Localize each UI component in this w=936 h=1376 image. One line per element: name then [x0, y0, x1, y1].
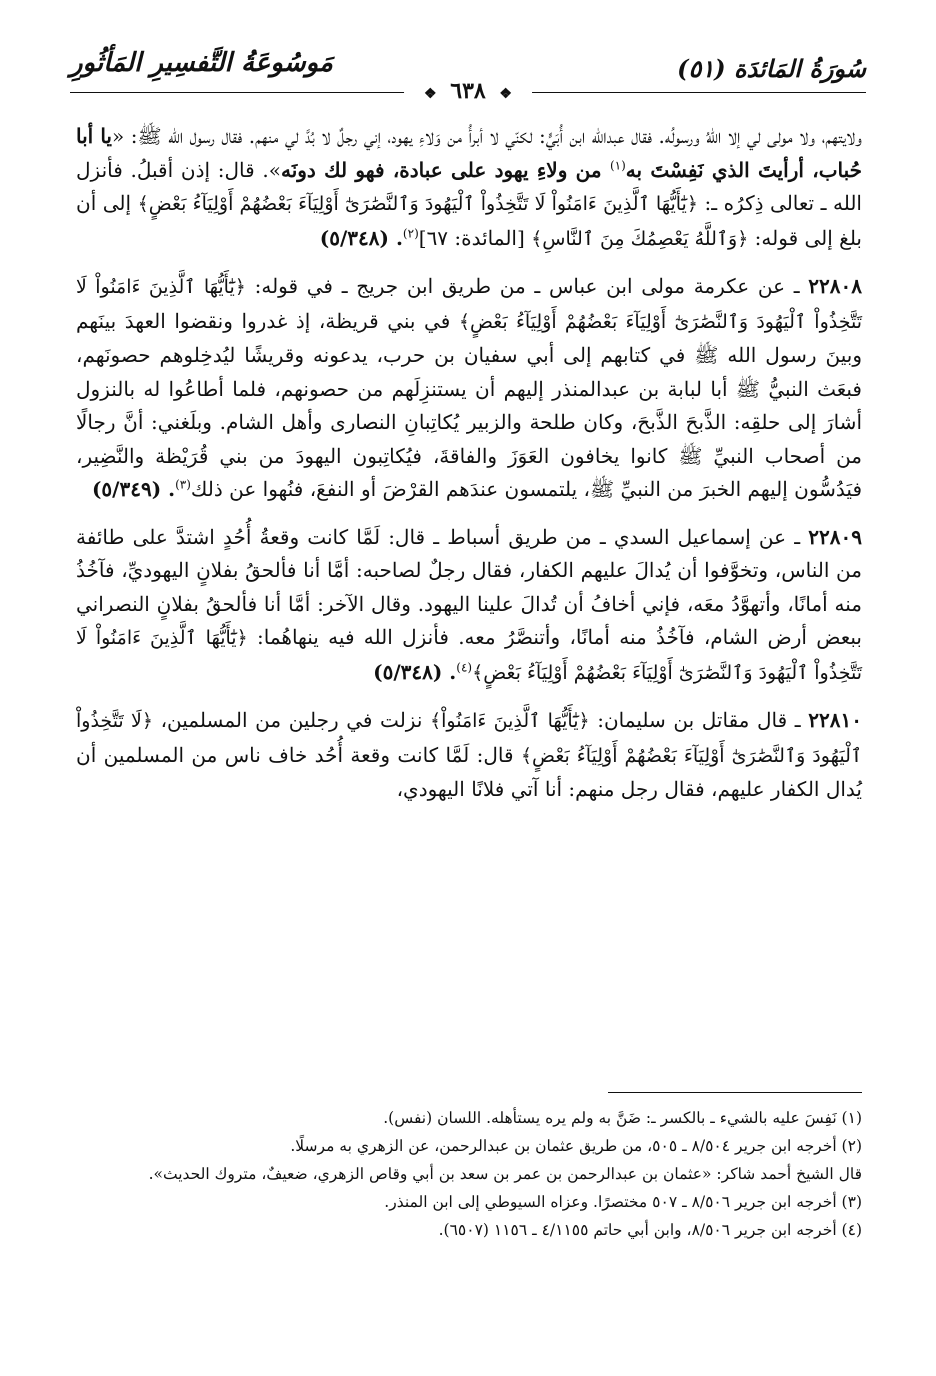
- footnote: (٢) أخرجه ابن جرير ٨/٥٠٤ ـ ٥٠٥، من طريق عثمان بن عبدالرحمن، عن الزهري به مرسلًا.: [290, 1137, 862, 1155]
- text-run: إلى أن بلغ إلى قوله:: [76, 191, 862, 250]
- volume-reference: . (٥/٣٤٨): [373, 659, 457, 684]
- paragraph-gap: [76, 256, 862, 270]
- quran-verse: ﴿لَا تَتَّخِذُواْ ٱلْيَهُودَ وَٱلنَّصَٰرَىٰٓ أَوْلِيَآءَ بَعْضُهُمْ أَوْلِيَآءُ بَعْضٍ﴾: [76, 710, 862, 767]
- text-run: نزلت في رجلين من المسلمين،: [152, 708, 430, 732]
- paragraph-continuation: [76, 120, 862, 256]
- main-text: [76, 120, 862, 807]
- text-run: ـ عن إسماعيل السدي ـ من طريق أسباط ـ قال: لَمَّا كانت وقعةُ أُحُدٍ اشتدَّ على طائفة من الناس، وتخوَّفوا أن يُدالَ عليهم الكفار، فقال رجلٌ لصاحبه: أمَّا أنا فألحقُ بفلانٍ اليهوديِّ، فآخُذُ منه أمانًا، وأتهوَّدُ معَه، فإني أخافُ أن تُدالَ علينا اليهود. وقال الآخر: أمَّا أنا فألحقُ بفلانٍ النصراني ببعض أرض الشام، فآخُذُ منه أمانًا، وأتنصَّرُ معه. فأنزل الله فيه ينهاهُما:: [76, 524, 862, 649]
- narration-number: ٢٢٨١٠: [808, 708, 862, 732]
- ornament-icon: ❖: [424, 86, 437, 102]
- text-run: فأنزل الله ـ تعالى ذِكرُه ـ:: [76, 157, 862, 215]
- page-number-block: [404, 78, 532, 104]
- text-run: ـ عن عكرمة مولى ابن عباس ـ من طريق ابن جريج ـ في قوله:: [245, 274, 809, 298]
- narration-22809: [76, 521, 862, 691]
- surah-header: سُورَةُ المَائدَة (٥١): [677, 54, 866, 83]
- text-run: ». قال: إذن أقبلُ.: [130, 157, 281, 182]
- hadith-quote: من ولاءِ يهود على عبادة، فهو لك دونَه: [280, 157, 610, 182]
- paragraph-gap: [76, 690, 862, 704]
- paragraph-gap: [76, 507, 862, 521]
- text-run: قال: لَمَّا كانت وقعة أُحُد خاف ناس من المسلمين أن يُدال الكفار عليهم، فقال رجل منهم: أنا آتي فلانًا اليهودي،: [76, 742, 862, 801]
- footnote-marker: (٤): [456, 659, 473, 674]
- footnote: قال الشيخ أحمد شاكر: «عثمان بن عبدالرحمن بن عمر بن سعد بن أبي وقاص الزهري، ضعيفٌ، متروك الحديث».: [148, 1165, 862, 1183]
- footnote-separator: [608, 1092, 862, 1093]
- narration-number: ٢٢٨٠٩: [808, 524, 862, 549]
- footnote-marker: (٣): [175, 477, 191, 492]
- footnote: (٤) أخرجه ابن جرير ٨/٥٠٦، وابن أبي حاتم ٤/١١٥٥ ـ ١١٥٦ (٦٥٠٧).: [438, 1221, 862, 1239]
- quran-verse: ﴿وَٱللَّهُ يَعْصِمُكَ مِنَ ٱلنَّاسِ﴾: [531, 227, 749, 250]
- quran-verse: ﴿يَٰٓأَيُّهَا ٱلَّذِينَ ءَامَنُواْ لَا تَتَّخِذُواْ ٱلْيَهُودَ وَٱلنَّصَٰرَىٰٓ أَوْلِيَآءَ بَعْضُهُمْ أَوْلِيَآءُ بَعْضٍ﴾: [76, 627, 862, 684]
- narration-22810: [76, 704, 862, 807]
- volume-reference: . (٥/٣٤٩): [91, 477, 176, 501]
- footnote: (٣) أخرجه ابن جرير ٨/٥٠٦ ـ ٥٠٧ مختصرًا. وعزاه السيوطي إلى ابن المنذر.: [384, 1193, 862, 1211]
- page-number: ٦٣٨: [450, 78, 486, 104]
- footnote-marker: (٢): [402, 225, 419, 240]
- narration-22808: [76, 270, 862, 507]
- footnotes: [76, 1104, 862, 1244]
- verse-citation: [المائدة: ٦٧]: [418, 225, 532, 250]
- narration-number: ٢٢٨٠٨: [808, 274, 862, 298]
- text-run: ولايتهم، ولا مولى لي إلا اللهُ ورسولُه. فقال عبدالله ابن أُبَيٍّ: لكنّي لا أبرأُ من وَلاءِ يهود، إني رجلٌ لا بُدَّ لي منهم. فقال رسول الله ﷺ: «: [111, 124, 862, 148]
- quran-verse: ﴿يَٰٓأَيُّهَا ٱلَّذِينَ ءَامَنُواْ لَا تَتَّخِذُواْ ٱلْيَهُودَ وَٱلنَّصَٰرَىٰٓ أَوْلِيَآءَ بَعْضُهُمْ أَوْلِيَآءُ بَعْضٍ﴾: [137, 193, 698, 215]
- text-run: ـ قال مقاتل بن سليمان:: [589, 708, 809, 732]
- book-title: مَوسُوعَةُ التَّفسِيرِ المَأثُورِ: [70, 48, 333, 78]
- footnote: (١) نَفِسَ عليه بالشيء ـ بالكسر ـ: ضَنَّ به ولم يره يستأهله. اللسان (نفس).: [383, 1109, 862, 1127]
- footnote-marker: (١): [609, 157, 626, 172]
- hadith-quote: يا أبا حُباب، أرأيتَ الذي نَفِسْتَ به: [76, 124, 863, 182]
- volume-reference: . (٥/٣٤٨): [319, 225, 403, 250]
- ornament-icon: ❖: [499, 86, 512, 102]
- quran-verse: ﴿يَٰٓأَيُّهَا ٱلَّذِينَ ءَامَنُواْ لَا تَتَّخِذُواْ ٱلْيَهُودَ وَٱلنَّصَٰرَىٰٓ أَوْلِيَآءَ بَعْضُهُمْ أَوْلِيَآءُ بَعْضٍ﴾: [76, 276, 863, 333]
- quran-verse: ﴿يَٰٓأَيُّهَا ٱلَّذِينَ ءَامَنُواْ﴾: [430, 710, 590, 732]
- page-header: [70, 44, 866, 104]
- text-run: في بني قريظة، إذ غدروا ونقضوا العهدَ بينَهم وبينَ رسول الله ﷺ في كتابهم إلى أبي سفيان بن حرب، يدعونه وقريشًا ليُدخِلوهم حصونَهم، فبعَث النبيُّ ﷺ أبا لبابة بن عبدالمنذر إليهم أن يستنزِلَهم من حصونهم، فلما أطاعُوا له بالنزول أشارَ إلى حلقِه: الذَّبحَ الذَّبحَ، وكان طلحة والزبير يُكاتِبانِ النصارى وأهل الشام. وبلَغني: أنَّ رجالًا من أصحاب النبيِّ ﷺ كانوا يخافون العَوَزَ والفاقةَ، فيُكاتِبون اليهودَ من بني قُرَيْظة والنَّضِير، فيَدُسُّون إليهم الخبرَ من النبيِّ ﷺ، يلتمسون عندَهم القرْضَ أو النفعَ، فنُهوا عن ذلك: [76, 308, 862, 501]
